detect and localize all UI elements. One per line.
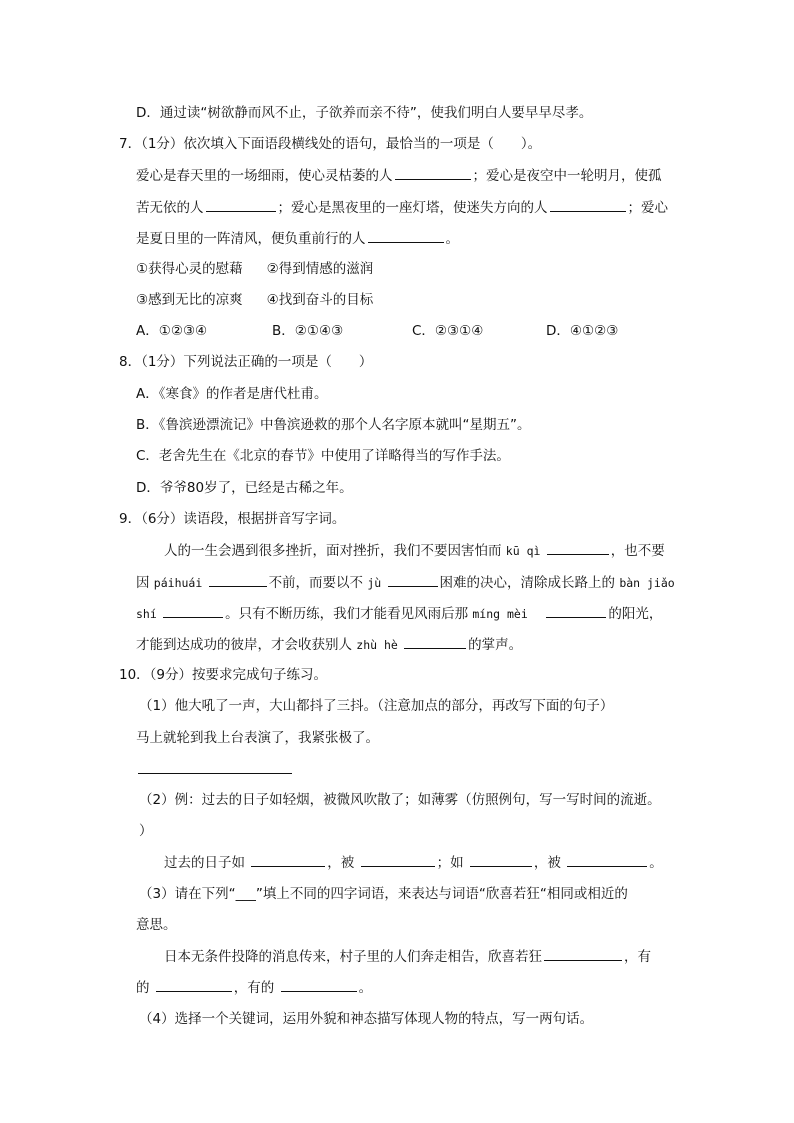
pinyin-pai-huai: páihuái [153,576,203,590]
q9-blank-1[interactable] [547,540,609,555]
q7-header: 7．（1分）依次填入下面语段横线处的语句，最恰当的一项是（ ）。 [119,136,542,152]
q9-blank-2[interactable] [209,572,267,587]
q10-sub3-fill-line1: 日本无条件投降的消息传来，村子里的人们奔走相告，欣喜若狂 ，有 [164,946,651,967]
q10-sub3-cont: 意思。 [136,917,177,933]
q9-blank-5[interactable] [546,603,606,618]
q10-sub2-close: ） [139,823,153,839]
q10-sub2-blank-4[interactable] [567,852,647,867]
q7-passage-line3: 是夏日里的一阵清风，便负重前行的人 。 [136,228,459,249]
q7-blank-1[interactable] [395,165,471,180]
q7-blank-4[interactable] [368,228,444,243]
q10-sub3-blank-2[interactable] [156,977,232,992]
q9-blank-3[interactable] [388,572,438,587]
q7-passage-line1: 爱心是春天里的一场细雨，使心灵枯萎的人 ；爱心是夜空中一轮明月，使孤 [136,165,662,186]
q10-sub2-blank-3[interactable] [470,852,532,867]
q7-choices-row1: ①获得心灵的慰藉 ②得到情感的滋润 [136,261,374,277]
pinyin-ban-jiao: bàn jiǎo [619,576,675,590]
q9-blank-4[interactable] [163,603,223,618]
pinyin-ku-qi: kū qì [505,544,541,558]
q9-passage-line2: 因 páihuái 不前，而要以不 jù 困难的决心，清除成长路上的 bàn jiǎo [136,572,675,593]
q10-sub2-blank-1[interactable] [251,852,325,867]
pinyin-zhu-he: zhù hè [356,638,398,652]
q10-sub1-sentence: 马上就轮到我上台表演了，我紧张极了。 [136,730,379,746]
q10-sub4: （4）选择一个关键词，运用外貌和神态描写体现人物的特点，写一两句话。 [139,1011,594,1027]
q7-option-b[interactable]: B．②①④③ [272,323,344,339]
q10-sub3-fill-line2: 的 ，有的 。 [136,977,372,998]
pinyin-ju: jù [367,576,382,590]
q10-sub3-blank-3[interactable] [281,977,357,992]
q9-passage-line3: shí 。只有不断历练，我们才能看见风雨后那 míng mèi 的阳光， [136,603,662,624]
q7-option-a[interactable]: A．①②③④ [136,323,208,339]
q7-option-c[interactable]: C．②③①④ [412,323,484,339]
q10-sub1-answer-line[interactable] [138,772,292,774]
q7-passage-line2: 苦无依的人 ；爱心是黑夜里的一座灯塔，使迷失方向的人 ；爱心 [136,197,668,218]
q10-sub3: （3）请在下列“___”填上不同的四字词语，来表达与词语“欣喜若狂“相同或相近的 [139,886,628,902]
q7-blank-2[interactable] [206,197,276,212]
q10-header: 10．（9分）按要求完成句子练习。 [119,667,328,683]
q8-option-c[interactable]: C．老舍先生在《北京的春节》中使用了详略得当的写作手法。 [136,448,510,464]
q10-sub1: （1）他大吼了一声，大山都抖了三抖。（注意加点的部分，再改写下面的句子） [139,698,614,714]
q10-sub2: （2）例：过去的日子如轻烟，被微风吹散了；如薄雾（仿照例句，写一写时间的流逝。 [139,792,661,808]
q9-blank-6[interactable] [404,634,466,649]
q7-blank-3[interactable] [550,197,626,212]
q8-option-b[interactable]: B．《鲁滨逊漂流记》中鲁滨逊救的那个人名字原本就叫“星期五”。 [136,417,531,433]
q6-option-d: D．通过读“树欲静而风不止，子欲养而亲不待”，使我们明白人要早早尽孝。 [136,105,593,121]
q8-option-a[interactable]: A．《寒食》的作者是唐代杜甫。 [136,386,328,402]
q8-header: 8．（1分）下列说法正确的一项是（ ） [119,354,373,370]
q9-header: 9．（6分）读语段，根据拼音写字词。 [119,511,346,527]
q10-sub2-fill: 过去的日子如 ，被 ；如 ，被 。 [164,852,663,873]
q10-sub2-blank-2[interactable] [361,852,435,867]
q9-passage-line4: 才能到达成功的彼岸，才会收获别人 zhù hè 的掌声。 [136,634,522,655]
q7-option-d[interactable]: D．④①②③ [546,323,619,339]
pinyin-shi: shí [136,607,157,621]
q8-option-d[interactable]: D．爷爷80岁了，已经是古稀之年。 [136,480,353,496]
q10-sub3-blank-1[interactable] [544,946,622,961]
q7-choices-row2: ③感到无比的凉爽 ④找到奋斗的目标 [136,292,374,308]
pinyin-ming-mei: míng mèi [472,607,528,621]
q9-passage-line1: 人的一生会遇到很多挫折，面对挫折，我们不要因害怕而 kū qì ，也不要 [164,540,665,561]
